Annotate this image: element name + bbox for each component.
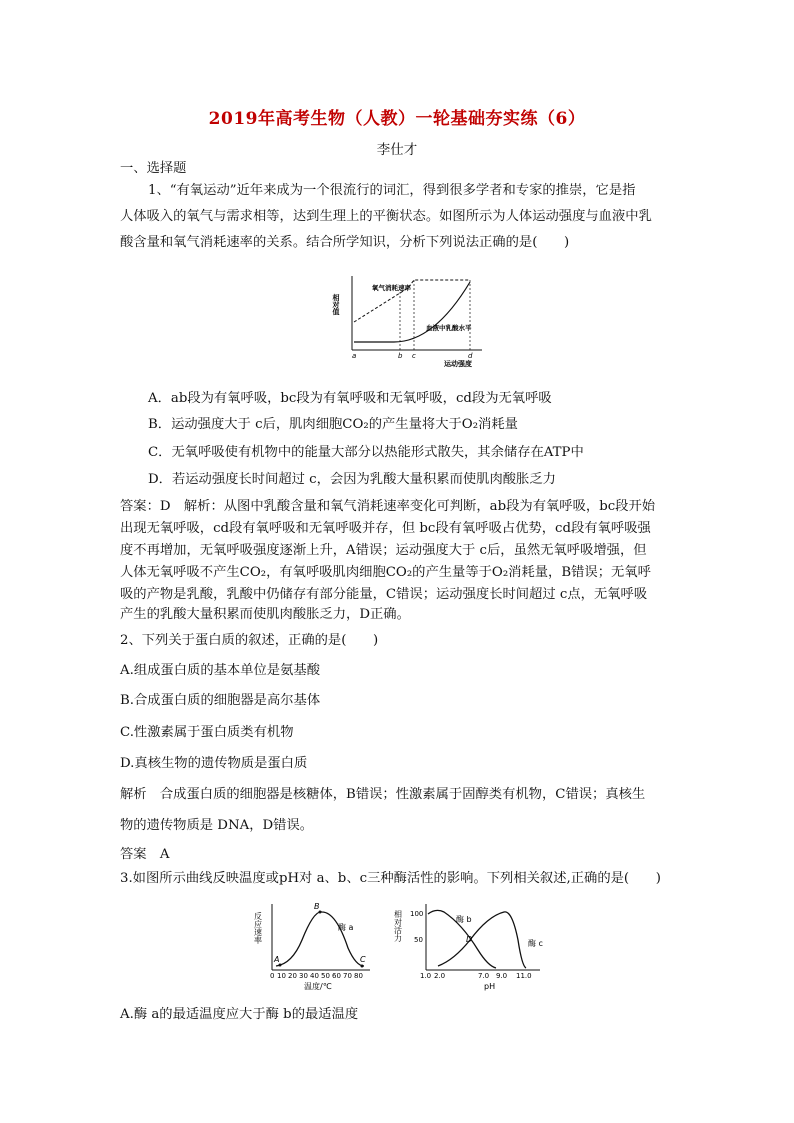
q1-answer-line6: 产生的乳酸大量积累而使肌肉酸胀乏力，D正确。 — [120, 607, 410, 622]
q3f2-ytick-100: 100 — [410, 910, 424, 918]
q2-explanation-line1: 解析 合成蛋白质的细胞器是核糖体，B错误；性激素属于固醇类有机物，C错误；真核生 — [120, 787, 646, 802]
author-name: 李仕才 — [376, 142, 418, 158]
q3f1-tick-0: 0 — [270, 972, 275, 980]
q3f2-xtick-11: 11.0 — [516, 972, 532, 980]
q2-option-d: D.真核生物的遗传物质是蛋白质 — [120, 756, 308, 771]
q3f2-point-d: D — [466, 935, 473, 944]
q3-option-a: A.酶 a的最适温度应大于酶 b的最适温度 — [120, 1007, 359, 1022]
q3f1-tick-20: 20 — [288, 972, 297, 980]
q1-curve1-label: 氧气消耗速率 — [372, 284, 411, 292]
q3f2-xtick-7: 7.0 — [478, 972, 490, 980]
q3f2-enzyme-c-curve — [438, 912, 526, 968]
q1-curve2-label: 血液中乳酸水平 — [426, 324, 472, 332]
q3f1-point-a: A — [274, 955, 280, 964]
q1-answer-line4: 人体无氧呼吸不产生CO₂，有氧呼吸肌肉细胞CO₂的产生量等于O₂消耗量，B错误；无氧呼 — [120, 565, 651, 580]
q1-point-d: d — [468, 352, 473, 360]
q3-ph-chart — [392, 900, 552, 992]
q3f1-point-c-dot — [361, 965, 364, 968]
q3f2-enzyme-b-label: 酶 b — [456, 915, 472, 924]
q3f1-tick-60: 60 — [332, 972, 341, 980]
q1-answer-line3: 度不再增加，无氧呼吸强度逐渐上升，A错误；运动强度大于 c后，虽然无氧呼吸增强，但 — [120, 543, 647, 558]
q2-option-c: C.性激素属于蛋白质类有机物 — [120, 725, 294, 740]
q3f2-xtick-1: 1.0 — [420, 972, 432, 980]
q1-answer-line1: 答案：D 解析：从图中乳酸含量和氧气消耗速率变化可判断，ab段为有氧呼吸，bc段开始 — [120, 499, 656, 514]
q3f1-xlabel: 温度/℃ — [304, 982, 332, 991]
q1-point-b: b — [398, 352, 403, 360]
q3f1-tick-40: 40 — [310, 972, 319, 980]
q1-point-a: a — [352, 352, 357, 360]
q1-ylabel: 相对值 — [332, 294, 340, 315]
q2-explanation-line2: 物的遗传物质是 DNA，D错误。 — [120, 818, 314, 833]
q3f2-ytick-50: 50 — [414, 936, 423, 944]
q2-stem: 2、下列关于蛋白质的叙述，正确的是( ) — [120, 633, 379, 648]
q3-temperature-chart — [252, 900, 382, 992]
q3f1-point-b: B — [314, 902, 320, 911]
q2-option-a: A.组成蛋白质的基本单位是氨基酸 — [120, 663, 320, 678]
page-title: 2019年高考生物（人教）一轮基础夯实练（6） — [208, 109, 586, 129]
q1-stem-line3: 酸含量和氧气消耗速率的关系。结合所学知识，分析下列说法正确的是( ) — [120, 235, 570, 250]
q2-option-b: B.合成蛋白质的细胞器是高尔基体 — [120, 693, 321, 708]
q1-point-c: c — [412, 352, 416, 360]
q1-answer-line5: 吸的产物是乳酸，乳酸中仍储存有部分能量，C错误；运动强度长时间超过 c点，无氧呼吸 — [120, 587, 648, 602]
section-heading: 一、选择题 — [120, 161, 187, 176]
q1-option-a: A．ab段为有氧呼吸，bc段为有氧呼吸和无氧呼吸，cd段为无氧呼吸 — [148, 391, 552, 406]
q3f1-tick-10: 10 — [277, 972, 286, 980]
q2-answer: 答案 A — [120, 847, 170, 862]
q1-option-c: C．无氧呼吸使有机物中的能量大部分以热能形式散失，其余储存在ATP中 — [148, 445, 584, 460]
q1-stem-line1: 1、“有氧运动”近年来成为一个很流行的词汇，得到很多学者和专家的推崇，它是指 — [148, 183, 636, 198]
q3f1-tick-70: 70 — [343, 972, 352, 980]
q3f2-xtick-9: 9.0 — [496, 972, 508, 980]
q3f1-tick-80: 80 — [354, 972, 363, 980]
q1-xlabel: 运动强度 — [444, 360, 472, 368]
q3f1-tick-30: 30 — [299, 972, 308, 980]
q1-option-d: D．若运动强度长时间超过 c，会因为乳酸大量积累而使肌肉酸胀乏力 — [148, 472, 556, 487]
q3f1-ylabel: 反应速率 — [253, 912, 263, 944]
q3f1-point-c: C — [360, 955, 366, 964]
q3-stem: 3.如图所示曲线反映温度或pH对 a、b、c三种酶活性的影响。下列相关叙述,正确的是( ) — [120, 871, 661, 886]
q3f1-enzyme-curve — [276, 912, 364, 966]
q3f2-enzyme-c-label: 酶 c — [528, 939, 543, 948]
q1-figure-chart — [334, 272, 484, 370]
q3f1-enzyme-label: 酶 a — [338, 923, 354, 932]
q3f1-tick-50: 50 — [321, 972, 330, 980]
q1-answer-line2: 出现无氧呼吸，cd段有氧呼吸和无氧呼吸并存，但 bc段有氧呼吸占优势，cd段有氧呼吸强 — [120, 521, 651, 536]
q1-stem-line2: 人体吸入的氧气与需求相等，达到生理上的平衡状态。如图所示为人体运动强度与血液中乳 — [120, 209, 652, 224]
q3f2-ylabel: 相对活力 — [393, 910, 403, 942]
q3f2-xlabel: pH — [484, 982, 496, 991]
q3f2-xtick-2: 2.0 — [434, 972, 446, 980]
q1-option-b: B．运动强度大于 c后，肌肉细胞CO₂的产生量将大于O₂消耗量 — [148, 417, 518, 432]
